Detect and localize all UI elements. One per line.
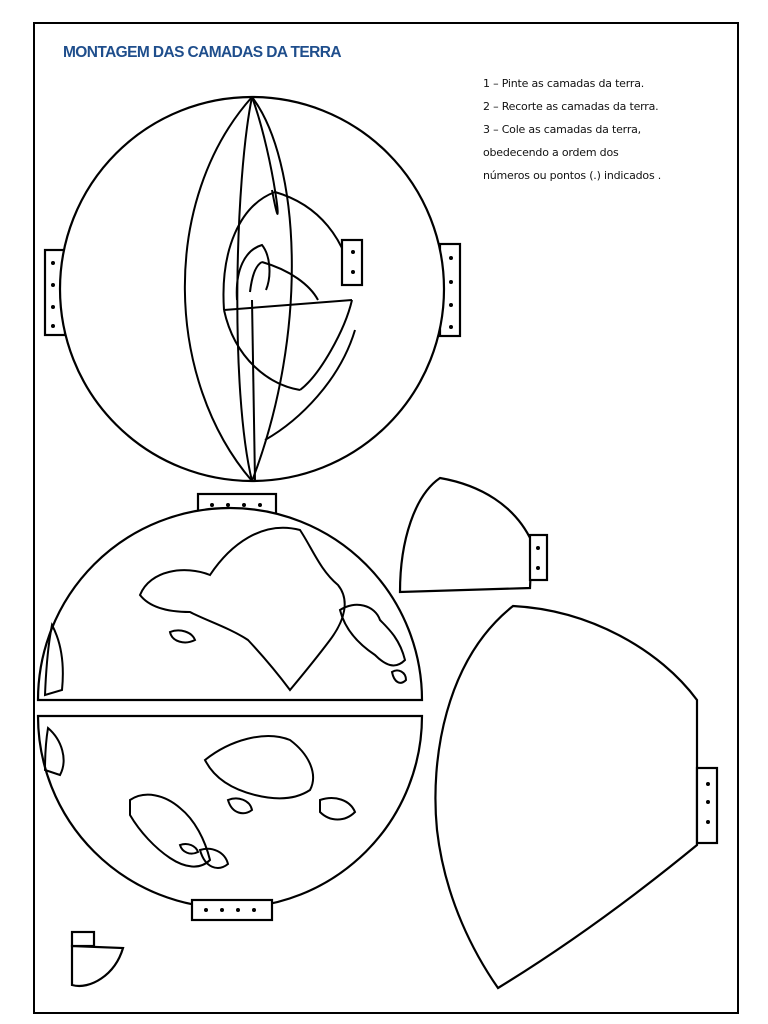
mantle-lens-piece bbox=[435, 606, 717, 988]
glue-tab-small-piece bbox=[72, 932, 94, 946]
instruction-step-1: 1 – Pinte as camadas da terra. bbox=[483, 77, 645, 90]
glue-tab-center bbox=[342, 240, 362, 285]
instruction-step-3-end: números ou pontos (.) indicados . bbox=[483, 169, 662, 182]
glue-tab-wedge bbox=[530, 535, 547, 580]
earth-hemispheres-piece bbox=[38, 494, 422, 920]
small-core-piece bbox=[72, 932, 123, 986]
instruction-step-3: 3 – Cole as camadas da terra, bbox=[483, 123, 641, 136]
inner-core-wedge-piece bbox=[400, 478, 547, 592]
earth-cross-section-piece bbox=[45, 97, 460, 481]
crust-disc bbox=[60, 97, 444, 481]
page-title: MONTAGEM DAS CAMADAS DA TERRA bbox=[63, 44, 341, 61]
instruction-step-3-cont: obedecendo a ordem dos bbox=[483, 146, 619, 159]
instruction-step-2: 2 – Recorte as camadas da terra. bbox=[483, 100, 659, 113]
upper-hemisphere bbox=[38, 508, 422, 700]
glue-tab-lens bbox=[697, 768, 717, 843]
